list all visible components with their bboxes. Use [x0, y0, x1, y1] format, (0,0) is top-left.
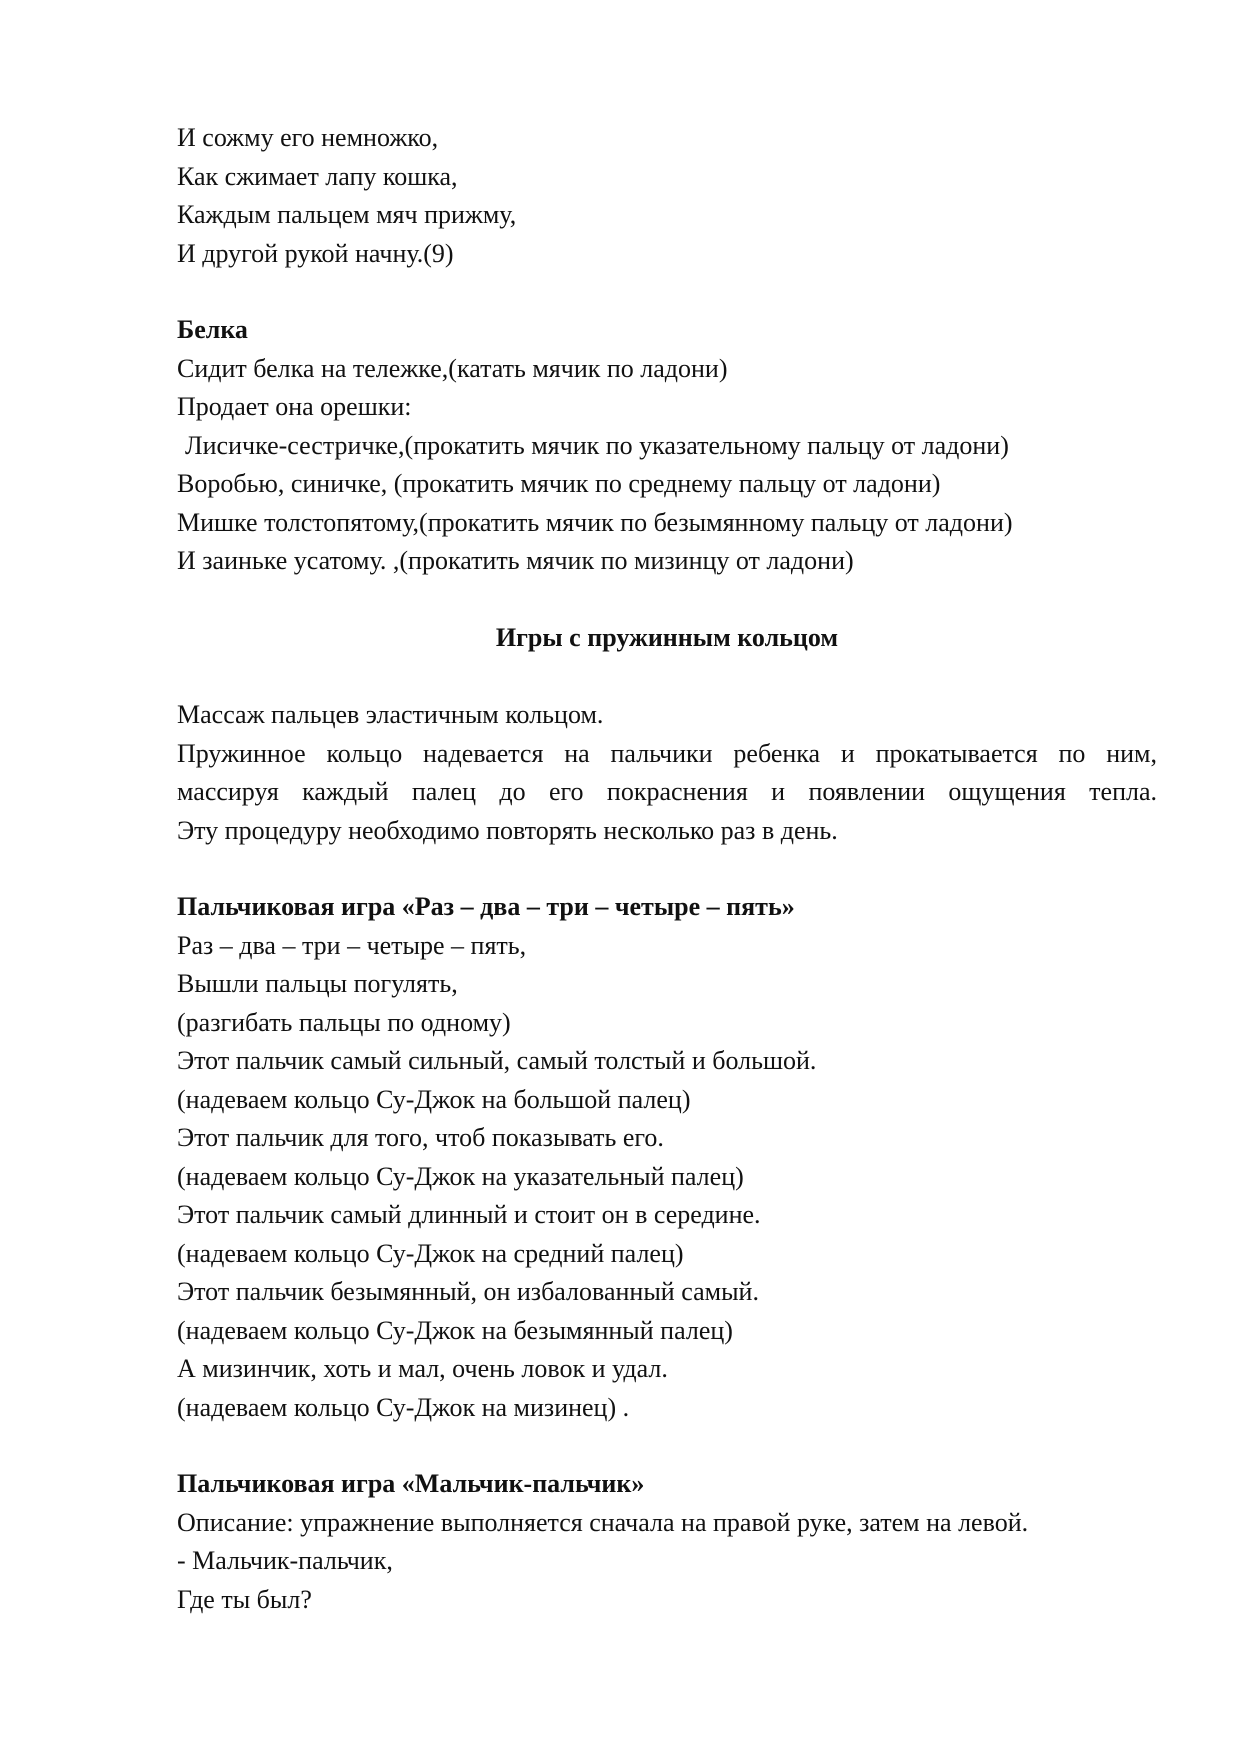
poem-line: Как сжимает лапу кошка, [177, 161, 458, 191]
ring-intro: Массаж пальцев эластичным кольцом. [177, 700, 604, 729]
ring-section [177, 619, 1157, 658]
poem-line: И другой рукой начну.(9) [177, 238, 454, 268]
squirrel-line: Воробью, синичке, (прокатить мячик по среднему пальцу от ладони) [177, 469, 941, 498]
ring-description-line: Эту процедуру необходимо повторять несколько раз в день. [177, 815, 838, 845]
counting-game [177, 888, 1157, 1427]
ring-description-line: массируя каждый палец до его покраснения и появлении ощущения тепла. [177, 777, 1157, 806]
counting-line: Этот пальчик безымянный, он избалованный самый. [177, 1277, 759, 1306]
boy-finger-line: - Мальчик-пальчик, [177, 1546, 393, 1575]
counting-line: (надеваем кольцо Су-Джок на безымянный палец) [177, 1315, 733, 1345]
counting-line: (надеваем кольцо Су-Джок на мизинец) . [177, 1392, 630, 1422]
boy-finger-game-title: Пальчиковая игра «Мальчик-пальчик» [177, 1469, 645, 1498]
counting-game-title: Пальчиковая игра «Раз – два – три – четыре – пять» [177, 892, 795, 921]
boy-finger-line: Где ты был? [177, 1584, 312, 1614]
boy-finger-game [177, 1465, 1157, 1619]
squirrel-line: Лисичке-сестричке,(прокатить мячик по указательному пальцу от ладони) [185, 430, 1009, 460]
counting-line: Этот пальчик для того, чтоб показывать его. [177, 1123, 664, 1152]
section-heading: Игры с пружинным кольцом [495, 623, 839, 652]
squirrel-line: Продает она орешки: [177, 392, 412, 421]
ring-section-body [177, 696, 1157, 850]
counting-line: Раз – два – три – четыре – пять, [177, 930, 527, 960]
counting-line: Вышли пальцы погулять, [177, 969, 458, 998]
counting-line: Этот пальчик самый длинный и стоит он в середине. [177, 1200, 761, 1229]
counting-line: Этот пальчик самый сильный, самый толстый и большой. [177, 1046, 817, 1075]
poem-line: И сожму его немножко, [177, 123, 439, 152]
squirrel-line: И заиньке усатому. ,(прокатить мячик по мизинцу от ладони) [177, 546, 854, 575]
poem-line: Каждым пальцем мяч прижму, [177, 200, 517, 229]
boy-finger-line: Описание: упражнение выполняется сначала на правой руке, затем на левой. [177, 1507, 1029, 1537]
counting-line: (разгибать пальцы по одному) [177, 1007, 511, 1037]
squirrel-title: Белка [177, 315, 248, 344]
squirrel-line: Мишке толстопятому,(прокатить мячик по безымянному пальцу от ладони) [177, 507, 1013, 537]
counting-line: (надеваем кольцо Су-Джок на указательный палец) [177, 1161, 744, 1191]
ring-description-line: Пружинное кольцо надевается на пальчики ребенка и прокатывается по ним, [177, 738, 1157, 768]
squirrel-line: Сидит белка на тележке,(катать мячик по ладони) [177, 353, 728, 383]
counting-line: (надеваем кольцо Су-Джок на большой палец) [177, 1084, 691, 1114]
counting-line: (надеваем кольцо Су-Джок на средний палец) [177, 1238, 684, 1268]
squirrel-game [177, 311, 1157, 581]
counting-line: А мизинчик, хоть и мал, очень ловок и удал. [177, 1354, 668, 1383]
poem-ending [177, 119, 1157, 273]
